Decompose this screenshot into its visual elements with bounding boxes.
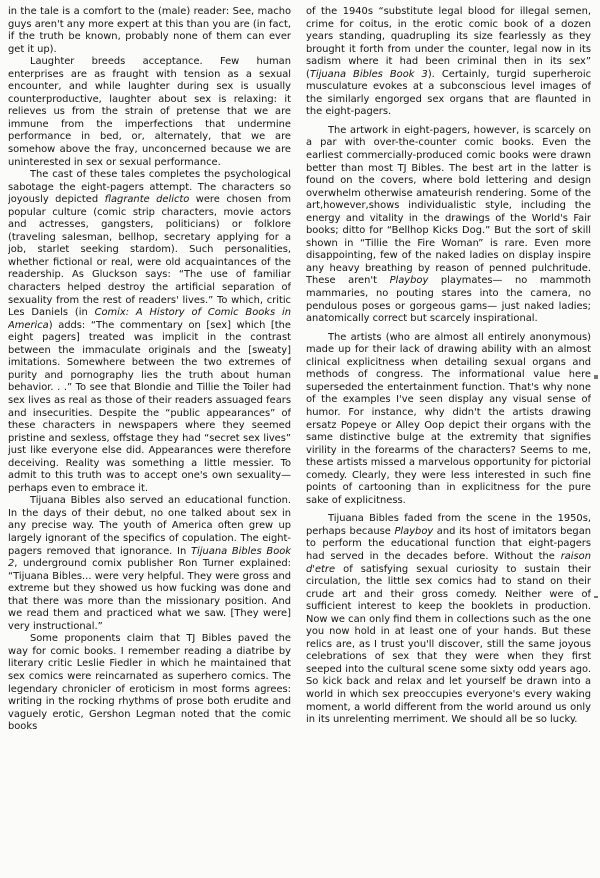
paragraph [306, 513, 591, 726]
text-run: Laughter breeds acceptance. Few human enterprises are as fraught with tension as a sexual encounter, and while laughter during sex is usually counterproductive, laughter about sex is relaxing: it relieves us from the strain of pretense that we are immune from the imperfections that undermine performance in bed, or, alternately, that we are somehow above the fray, unconcerned because we are uninterested in sex or sexual performance. [8, 56, 291, 168]
italic-text: flagrante delicto [104, 194, 190, 206]
paragraph [8, 56, 291, 169]
italic-text: Comix: A History of Comic Books in America [8, 307, 291, 331]
paragraph [8, 495, 291, 633]
text-run: , underground comix publisher Ron Turner explained: “Tijuana Bibles... were very helpful. They were gross and extreme but they showed us how fucking was done and that there was more than the missionary position. And we read them and practiced what we saw. [They were] very instructional.” [8, 558, 291, 632]
text-run: Tijuana Bibles also served an educational function. In the days of their debut, no one talked about sex in any precise way. The youth of America often grew up largely ignorant of the specifics of copulation. The eight-pagers removed that ignorance. In [8, 495, 291, 557]
paragraph [306, 332, 591, 508]
right-column [306, 6, 591, 866]
text-run: in the tale is a comfort to the (male) reader: See, macho guys aren't any more expert at this than you are (in fact, if the truth be known, probably none of them can ever get it up). [8, 6, 291, 55]
text-run: of satisfying sexual curiosity to sustain their circulation, the little sex comics had to stand on their crude art and their gross comedy. Neither were of sufficient interest to keep the booklets in production. Now we can only find them in collections such as the one you now hold in at least one of your hands. But these relics are, as I trust you'll discover, still the same joyous celebrations of sex that they were when they first seeped into the cultural scene some sixty odd years ago. So kick back and relax and let yourself be drawn into a world in which sex preoccupies everyone's every waking moment, a world different from the world around us only in its unrelenting merriment. We should all be so lucky. [306, 563, 591, 726]
margin-mark [594, 596, 598, 598]
text-run: ) adds: “The commentary on [sex] which [the eight pagers] treated was implicit in the contrast between the immaculate originals and the [sweaty] imitations. Somewhere between the two extremes of purity and pornography lies the truth about human behavior. . .” To see that Blondie and Tillie the Toiler had sex lives as real as those of their readers assuaged fears and insecurities. Despite the “public appearances” of these characters in newspapers where they seemed pristine and sexless, offstage they had “secret sex lives” just like everyone else did. Appearances were therefore deceiving. Reality was something a little messier. To admit to this truth was to accept one's own sexuality— perhaps even to embrace it. [8, 319, 291, 494]
italic-text: Tijuana Bibles Book 3 [309, 68, 428, 80]
italic-text: Playboy [389, 275, 429, 287]
paragraph [8, 633, 291, 733]
paragraph [306, 125, 591, 326]
text-run: Some proponents claim that TJ Bibles paved the way for comic books. I remember reading a diatribe by literary critic Leslie Fiedler in which he maintained that sex comics were reincarnated as superhero comics. The legendary chronicler of eroticism in most forms agrees: writing in the rocking rhythms of prose both erudite and vaguely erotic, Gershon Legman noted that the comic books [8, 633, 291, 733]
italic-text: Tijuana Bibles Book 2 [8, 545, 291, 570]
left-column [8, 6, 291, 866]
text-run: The cast of these tales completes the psychological sabotage the eight-pagers attempt. The characters so joyously depicted [8, 169, 291, 206]
italic-text: Playboy [394, 525, 434, 537]
paragraph [8, 6, 291, 56]
text-run: playmates— no mammoth mammaries, no pouting stares into the camera, no pendulous poses or gorgeous gams— just naked ladies; anatomically correct but scarcely inspirational. [306, 275, 591, 325]
text-run: of the 1940s “substitute legal blood for illegal semen, crime for coitus, in the erotic comic book of a dozen years standing, quadrupling its size fearlessly as they brought it forth from under the counter, legal now in its sadism where it had been criminal then in its sex” ( [306, 6, 591, 80]
margin-mark [594, 375, 598, 379]
text-run: The artists (who are almost all entirely anonymous) made up for their lack of drawing ability with an almost clinical explicitness when detailing sexual organs and methods of congress. The informational value here superseded the entertainment function. That's why none of the examples I've seen display any visual sense of humor. For instance, why didn't the artists drawing ersatz Popeye or Alley Oop depict their organs with the same distinctive bulge at the extremity that signifies virility in the forearms of the characters? Seems to me, these artists missed a marvelous opportunity for pictorial comedy. Clearly, they were less interested in such fine points of cartooning than in explicitness for the pure sake of explicitness. [306, 331, 591, 506]
paragraph [8, 169, 291, 495]
text-run: Tijuana Bibles faded from the scene in the 1950s, perhaps because [306, 513, 591, 537]
italic-text: raison d'etre [306, 550, 591, 575]
paragraph [306, 6, 591, 119]
text-run: The artwork in eight-pagers, however, is scarcely on a par with over-the-counter comic books. Even the earliest commercially-produced comic books were drawn better than most TJ Bibles. The best art in the latter is found on the covers, where bold lettering and design overwhelm otherwise amateurish rendering. Some of the art,however,shows individualistic style, including the energy and vitality in the drawings of the World's Fair books; ditto for “Bellhop Kicks Dog.” But the sort of skill shown in “Tillie the Fire Woman” is rare. Even more disappointing, few of the naked ladies on display inspire any heavy breathing by reason of penned pulchritude. These aren't [306, 124, 591, 287]
text-run: and its host of imitators began to perform the educational function that eight-pagers had served in the decades before. Without the [306, 525, 591, 562]
text-run: were chosen from popular culture (comic strip characters, movie actors and actresses, gangsters, politicians) or folklore (traveling salesman, bellhop, secretary applying for a job, starlet seeking stardom). Such personalities, whether fictional or real, were old acquaintances of the readership. As Gluckson says: “The use of familiar characters helped destroy the artificial separation of sexuality from the rest of readers' lives.” To which, critic Les Daniels (in [8, 194, 291, 319]
text-run: ). Certainly, turgid superheroic musculature evokes at a subconscious level images of the similarly engorged sex organs that are flaunted in the eight-pagers. [306, 68, 591, 118]
